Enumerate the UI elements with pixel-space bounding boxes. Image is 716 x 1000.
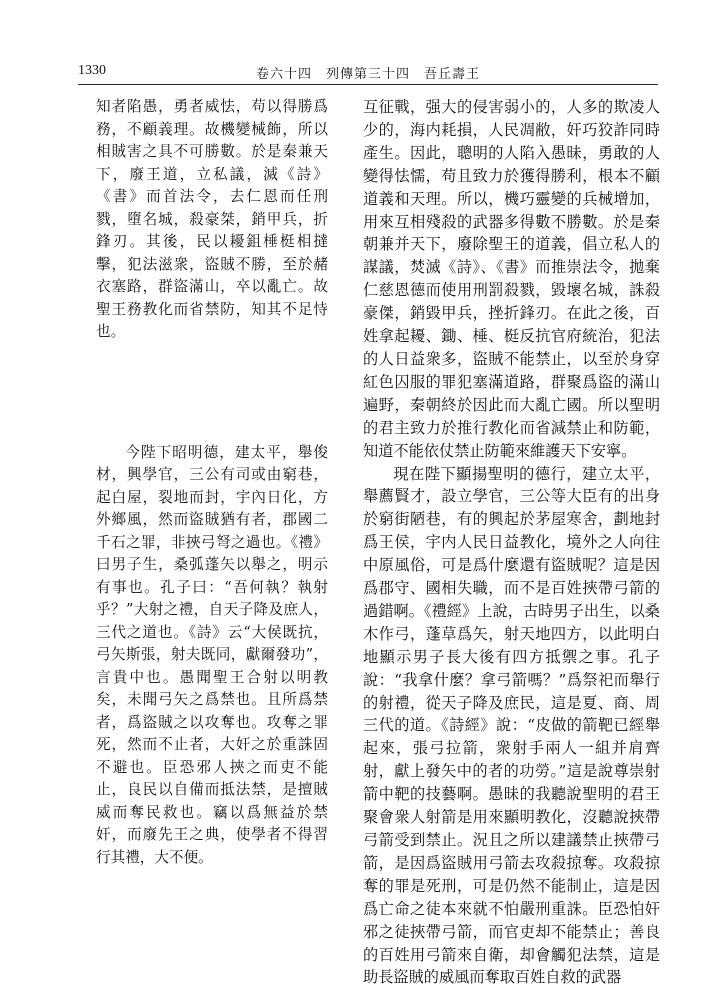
header-rule [78, 84, 658, 85]
translation-paragraph-1: 互征戰，强大的侵害弱小的，人多的欺凌人少的，海内耗損，人民凋敝，奸巧狡詐同時產生。因此，聰明的人陷入愚昧，勇敢的人變得怯懦，苟且致力於獲得勝利，根本不顧道義和天理。所以，機巧靈變的兵械增加，用來互相殘殺的武器多得數不勝數。於是秦朝兼并天下，廢除聖王的道義，倡立私人的謀議，焚滅《詩》、《書》而推崇法令，拋棄仁慈恩德而使用刑罰殺戮，毀壞名城，誅殺豪傑，銷毀甲兵，挫折鋒刃。在此之後，百姓拿起耰、鋤、棰、梃反抗官府統治，犯法的人日益衆多，盜賊不能禁止，以至於身穿紅色囚服的罪犯塞滿道路，群聚爲盜的滿山遍野，秦朝終於因此而大亂亡國。所以聖明的君主致力於推行教化而省減禁止和防範，知道不能依仗禁止防範來維護天下安寧。 [363, 98, 660, 460]
running-header [78, 63, 658, 85]
translation-paragraph-2: 現在陛下顯揚聖明的德行，建立太平，舉薦賢才，設立學官，三公等大臣有的出身於窮街陋巷，有的興起於茅屋寒舍，劃地封爲王侯，宇内人民日益教化，境外之人向往中原風俗，可是爲什麼還有盜賊呢？這是因爲郡守、國相失職，而不是百姓挾帶弓箭的過錯啊。《禮經》上說，古時男子出生，以桑木作弓，蓬草爲矢，射天地四方，以此明白地顯示男子長大後有四方抵禦之事。孔子說：“我拿什麼？拿弓箭嗎？”爲祭祀而舉行的射禮，從天子降及庶民，這是夏、商、周三代的道。《詩經》說：“皮做的箭靶已經舉起來，張弓拉箭，衆射手兩人一組并肩齊射，獻上發矢中的者的功勞。”這是說尊崇射箭中靶的技藝啊。愚昧的我聽說聖明的君王聚會衆人射箭是用來顯明教化，沒聽說挾帶弓箭受到禁止。況且之所以建議禁止挾帶弓箭，是因爲盜賊用弓箭去攻殺掠奪。攻殺掠奪的罪是死刑，可是仍然不能制止，這是因爲亡命之徒本來就不怕嚴刑重誅。臣恐怕奸邪之徒挾帶弓箭，而官吏却不能禁止；善良的百姓用弓箭來自衛，却會觸犯法禁，這是助長盜賊的威風而奪取百姓自救的武器 [363, 464, 660, 987]
running-title: 卷六十四 列傳第三十四 吾丘壽王 [256, 67, 481, 82]
translation-column [363, 96, 660, 989]
original-paragraph-2: 今陛下昭明德，建太平，舉俊材，興學官，三公有司或由窮巷，起白屋，裂地而封，宇內日化，方外鄉風，然而盜賊猶有者，郡國二千石之罪，非挾弓弩之過也。《禮》曰男子生，桑弧蓬矢以舉之，明示有事也。孔子曰：“吾何執？執射乎？”大射之禮，自天子降及庶人，三代之道也。《詩》云“大侯既抗，弓矢斯張，射夫既同，獻爾發功”，言貴中也。愚聞聖王合射以明教矣，未聞弓矢之爲禁也。且所爲禁者，爲盜賊之以攻奪也。攻奪之罪死，然而不止者，大奸之於重誅固不避也。臣恐邪人挾之而吏不能止，良民以自備而抵法禁，是擅賊威而奪民救也。竊以爲無益於禁奸，而廢先王之典，使學者不得習行其禮，大不便。 [96, 443, 328, 866]
original-text-column [96, 96, 328, 869]
original-paragraph-1: 知者陷愚，勇者威怯，苟以得勝爲務，不顧義理。故機變械飾，所以相賊害之具不可勝數。於是秦兼天下，廢王道，立私議，滅《詩》《書》而首法令，去仁恩而任刑戮，墮名城，殺豪桀，銷甲兵，折鋒刃。其後，民以耰鉏棰梃相撻擊，犯法滋衆，盜賊不勝，至於赭衣塞路，群盜滿山，卒以亂亡。故聖王務教化而省禁防，知其不足恃也。 [96, 98, 328, 340]
page-number: 1330 [78, 63, 106, 78]
